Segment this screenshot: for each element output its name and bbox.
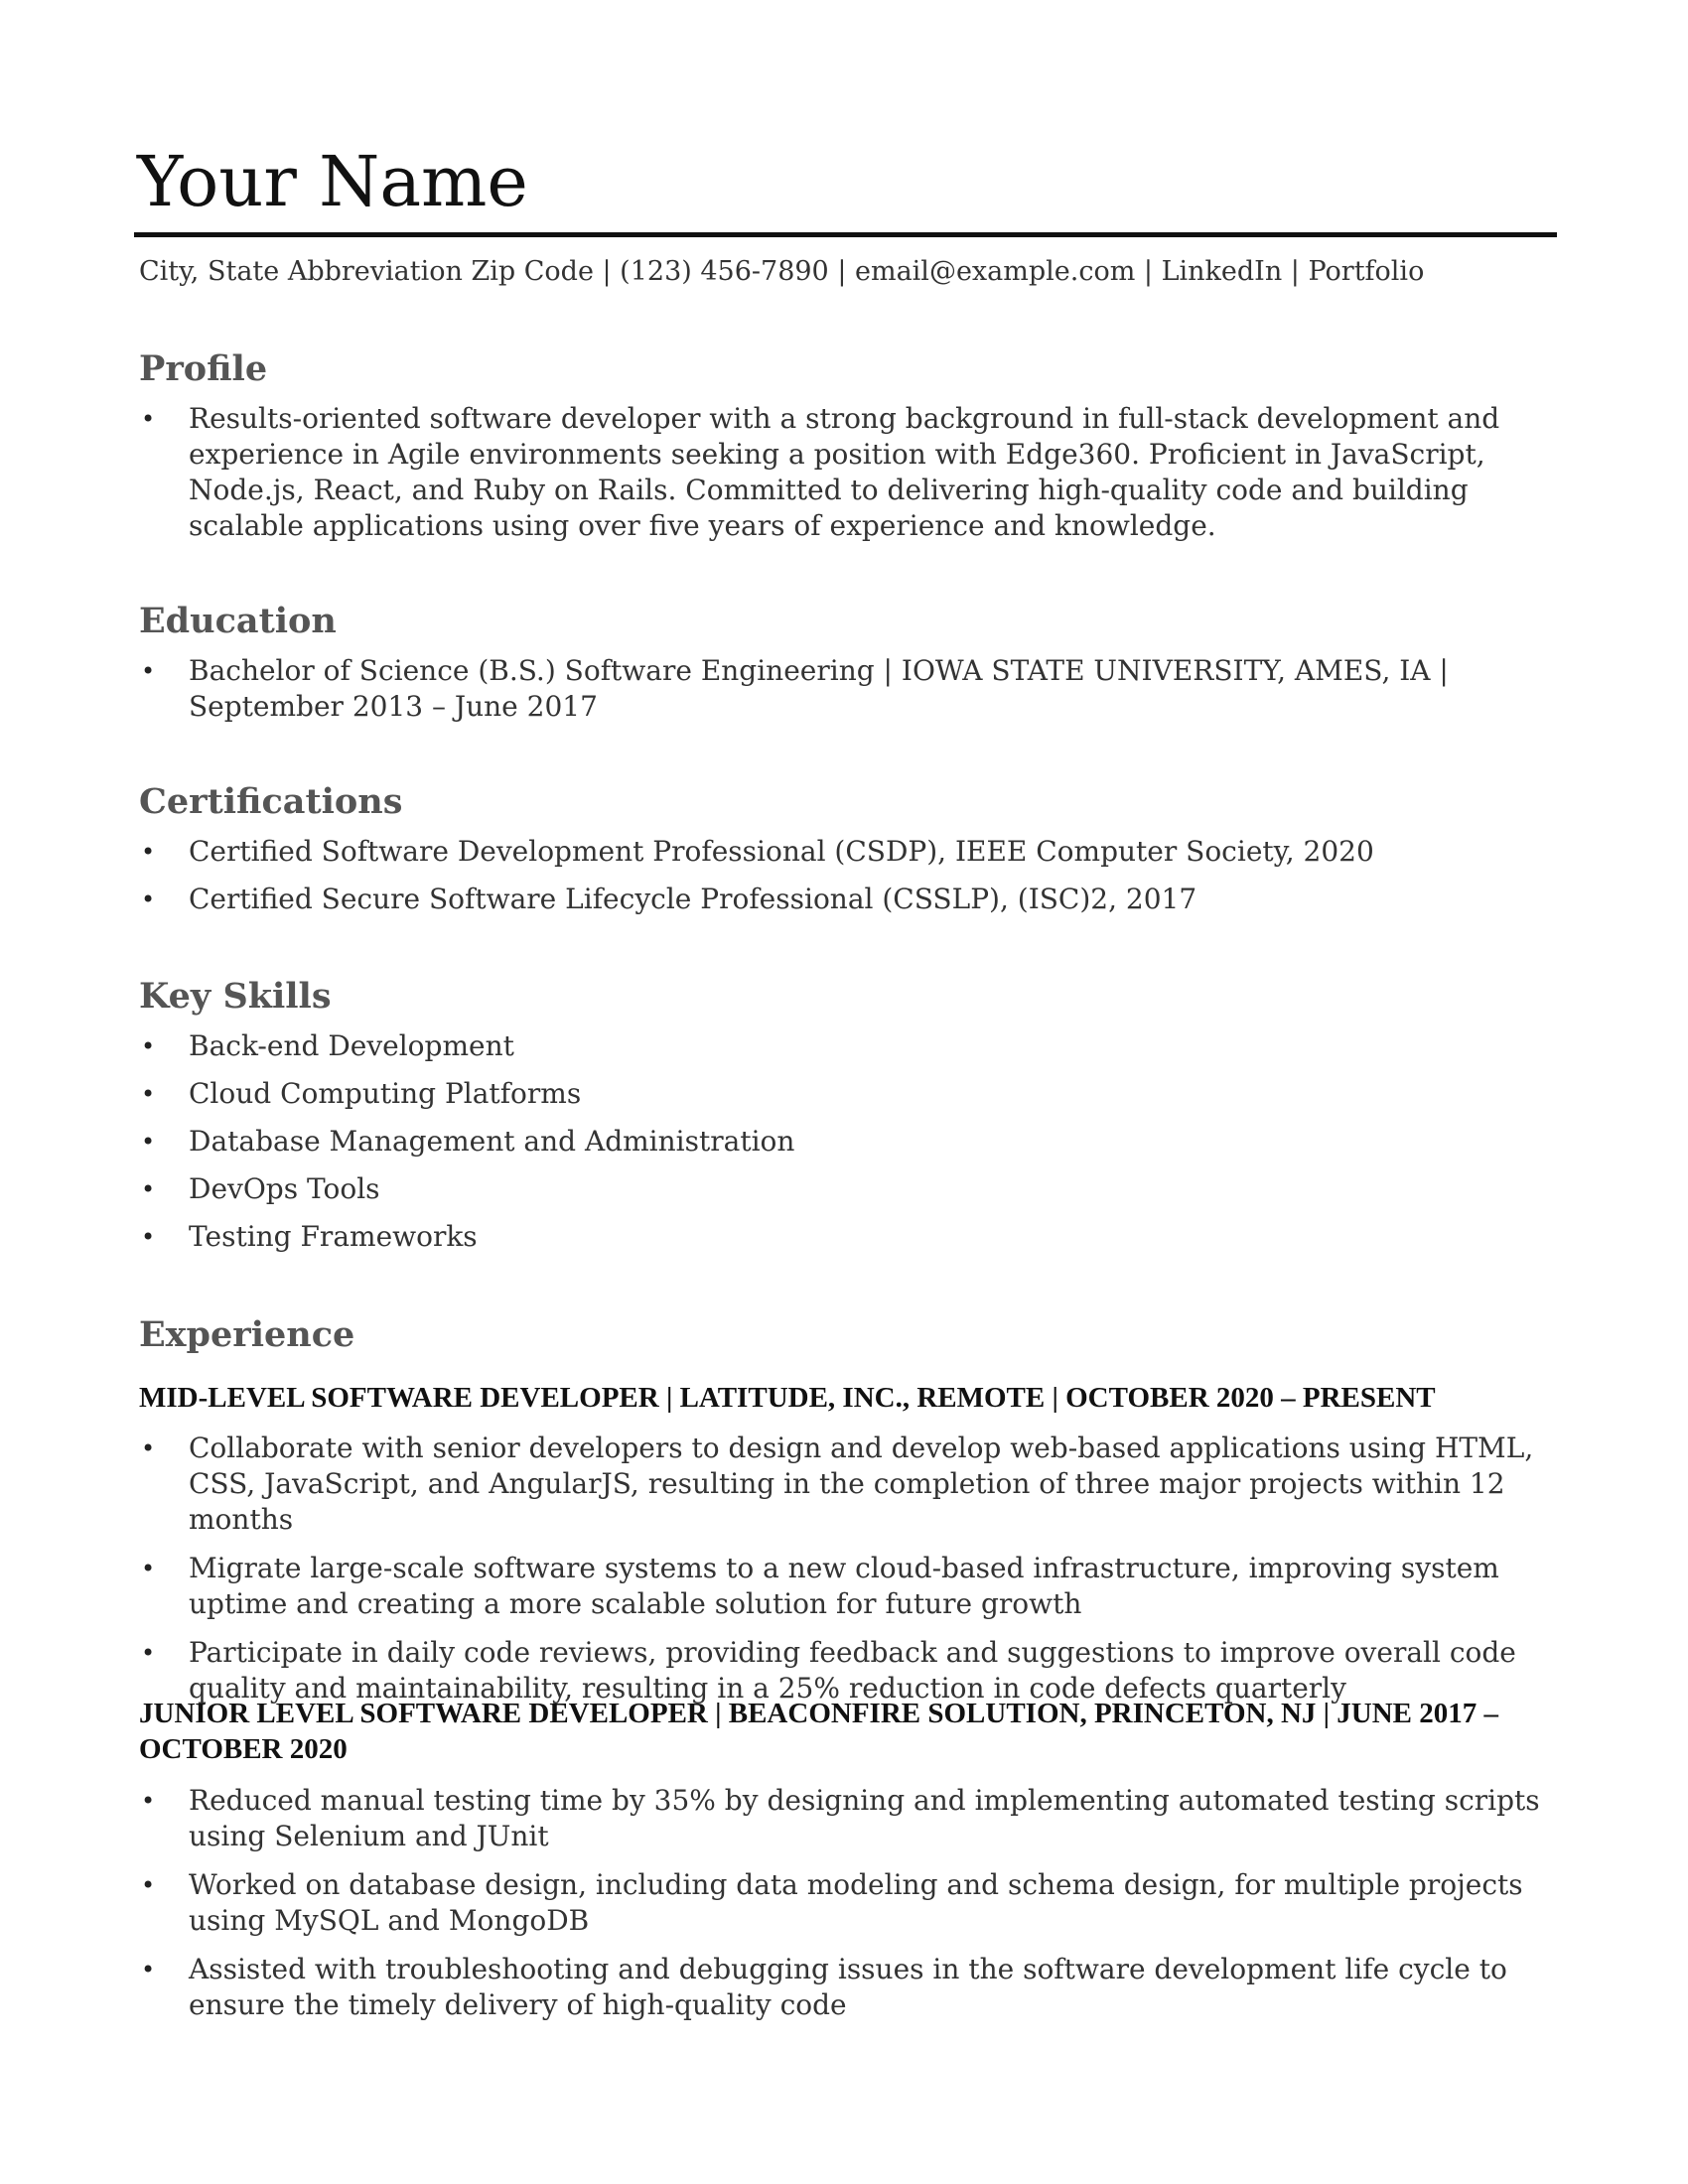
education-list: [139, 653, 1557, 725]
section-title-certifications: Certifications: [139, 781, 403, 822]
profile-list: [139, 401, 1557, 544]
list-item: • Cloud Computing Platforms: [139, 1076, 1557, 1112]
list-item: • Assisted with troubleshooting and debugging issues in the software development life cycle to ensure the timely delivery of high-quality code: [139, 1952, 1557, 2023]
job-bullets: [139, 1783, 1557, 2023]
section-title-profile: Profile: [139, 348, 268, 389]
section-title-experience: Experience: [139, 1314, 355, 1355]
list-item: • Reduced manual testing time by 35% by designing and implementing automated testing scripts using Selenium and JUnit: [139, 1783, 1557, 1854]
list-item: • Collaborate with senior developers to design and develop web-based applications using HTML, CSS, JavaScript, and AngularJS, resulting in the completion of three major projects within 12 months: [139, 1431, 1557, 1538]
section-title-education: Education: [139, 601, 337, 641]
header-divider: [134, 232, 1557, 237]
job-heading: MID-LEVEL SOFTWARE DEVELOPER | LATITUDE, INC., REMOTE | OCTOBER 2020 – PRESENT: [139, 1382, 1436, 1414]
list-item: • Certified Secure Software Lifecycle Professional (CSSLP), (ISC)2, 2017: [139, 882, 1557, 917]
job-heading: JUNIOR LEVEL SOFTWARE DEVELOPER | BEACONFIRE SOLUTION, PRINCETON, NJ | JUNE 2017 – OCTOBER 2020: [139, 1698, 1499, 1765]
resume-name: Your Name: [137, 141, 528, 222]
contact-line: City, State Abbreviation Zip Code | (123) 456-7890 | email@example.com | LinkedIn | Portfolio: [139, 256, 1425, 287]
list-item: • Worked on database design, including data modeling and schema design, for multiple projects using MySQL and MongoDB: [139, 1867, 1557, 1939]
list-item: • DevOps Tools: [139, 1171, 1557, 1207]
certifications-list: [139, 834, 1557, 917]
list-item: • Results-oriented software developer with a strong background in full-stack development and experience in Agile environments seeking a position with Edge360. Proficient in JavaScript, Node.js, React, and Ruby on Rails. Committed to delivering high-quality code and building scalable applications using over five years of experience and knowledge.: [139, 401, 1557, 544]
skills-list: [139, 1028, 1557, 1255]
list-item: • Certified Software Development Professional (CSDP), IEEE Computer Society, 2020: [139, 834, 1557, 870]
section-title-key-skills: Key Skills: [139, 976, 332, 1017]
list-item: • Back-end Development: [139, 1028, 1557, 1064]
job-bullets: [139, 1431, 1557, 1706]
list-item: • Bachelor of Science (B.S.) Software Engineering | IOWA STATE UNIVERSITY, AMES, IA | September 2013 – June 2017: [139, 653, 1557, 725]
list-item: • Participate in daily code reviews, providing feedback and suggestions to improve overall code quality and maintainability, resulting in a 25% reduction in code defects quarterly: [139, 1635, 1557, 1706]
list-item: • Testing Frameworks: [139, 1219, 1557, 1255]
list-item: • Database Management and Administration: [139, 1124, 1557, 1160]
list-item: • Migrate large-scale software systems to a new cloud-based infrastructure, improving system uptime and creating a more scalable solution for future growth: [139, 1551, 1557, 1622]
